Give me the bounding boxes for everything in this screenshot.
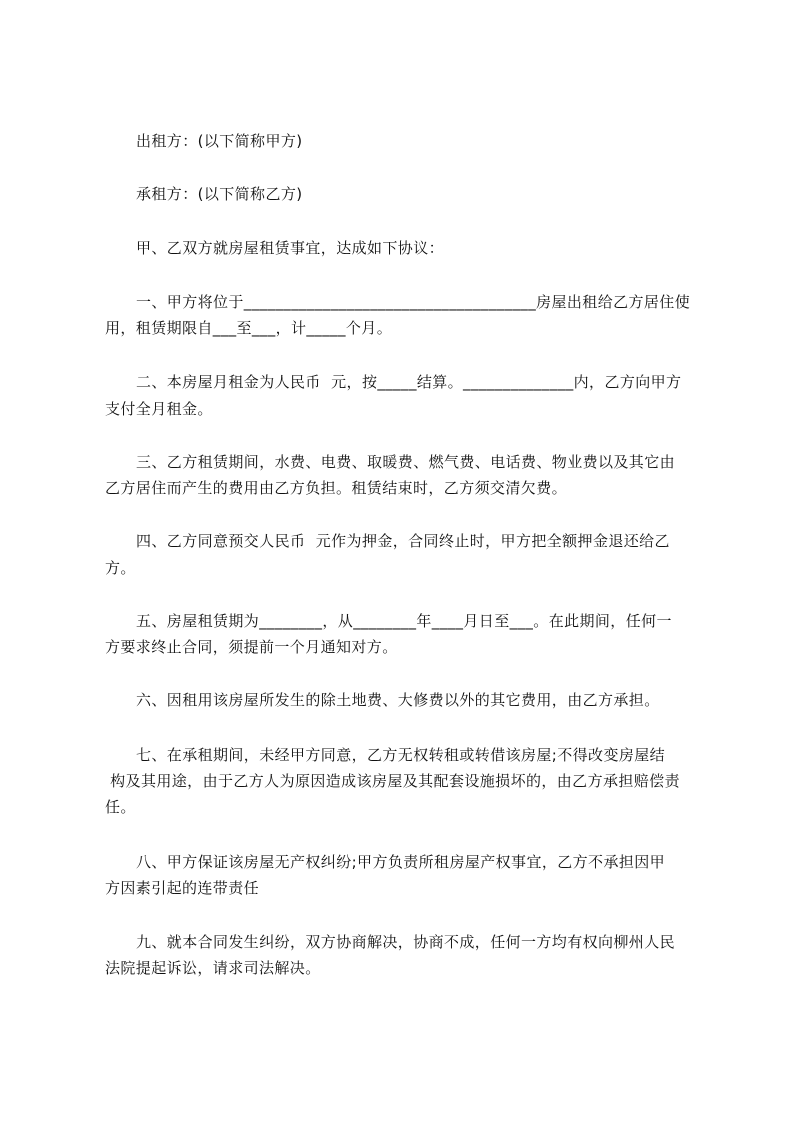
clause-7-line-1: 七、在承租期间，未经甲方同意，乙方无权转租或转借该房屋;不得改变房屋结 xyxy=(136,746,666,764)
clause-3-line-2: 乙方居住而产生的费用由乙方负担。租赁结束时，乙方须交清欠费。 xyxy=(105,479,568,497)
lessee-line: 承租方：(以下简称乙方) xyxy=(136,185,303,203)
clause-2-line-1: 二、本房屋月租金为人民币 元，按_____结算。______________内，乙方向甲方 xyxy=(136,373,682,391)
clause-9-line-1: 九、就本合同发生纠纷，双方协商解决，协商不成，任何一方均有权向柳州人民 xyxy=(136,933,676,951)
clause-2-line-2: 支付全月租金。 xyxy=(105,400,213,418)
clause-1-line-1: 一、甲方将位于_____________________________________房屋出租给乙方居住使 xyxy=(136,293,691,311)
clause-4-line-1: 四、乙方同意预交人民币 元作为押金，合同终止时，甲方把全额押金退还给乙 xyxy=(136,532,670,550)
intro-line: 甲、乙双方就房屋租赁事宜，达成如下协议： xyxy=(136,239,445,257)
clause-7-line-2: 构及其用途，由于乙方人为原因造成该房屋及其配套设施损坏的，由乙方承担赔偿责 xyxy=(105,772,680,790)
clause-5-line-2: 方要求终止合同，须提前一个月通知对方。 xyxy=(105,638,398,656)
clause-8-line-2: 方因素引起的连带责任 xyxy=(105,879,260,897)
clause-1-line-2: 用，租赁期限自___至___，计_____个月。 xyxy=(105,319,393,337)
clause-4-line-2: 方。 xyxy=(105,559,136,577)
clause-8-line-1: 八、甲方保证该房屋无产权纠纷;甲方负责所租房屋产权事宜，乙方不承担因甲 xyxy=(136,853,666,871)
clause-6-line-1: 六、因租用该房屋所发生的除土地费、大修费以外的其它费用，由乙方承担。 xyxy=(136,691,660,709)
clause-7-line-3: 任。 xyxy=(105,798,136,816)
lessor-line: 出租方：(以下简称甲方) xyxy=(136,132,303,150)
clause-9-line-2: 法院提起诉讼，请求司法解决。 xyxy=(105,959,321,977)
clause-3-line-1: 三、乙方租赁期间，水费、电费、取暖费、燃气费、电话费、物业费以及其它由 xyxy=(136,453,676,471)
clause-5-line-1: 五、房屋租赁期为________，从________年____月日至___。在此期间，任何一 xyxy=(136,612,672,630)
